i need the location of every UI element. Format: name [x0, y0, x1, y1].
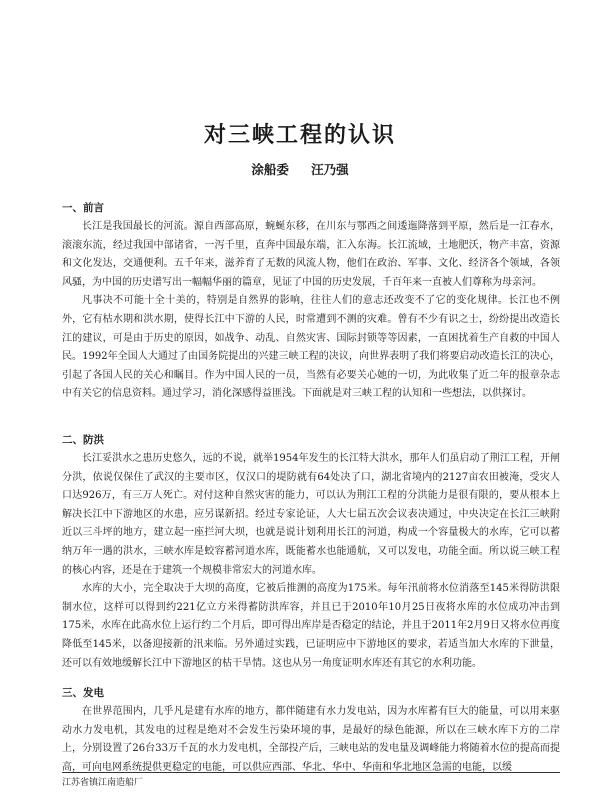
- section-power-generation: [62, 685, 560, 777]
- article-authors: 涂船委 汪乃强: [251, 162, 349, 177]
- paragraph: 长江是我国最长的河流。源自西部高原，蜿蜒东移，在川东与鄂西之间逶迤降落到平原，然后是一江春水，滚滚东流，经过我国中部诸省，一泻千里，直奔中国最东端，汇入东海。长江流域，土地肥沃，物产丰富，资源和文化发达，交通便利。五千年来，滋养育了无数的风流人物，他们在政治、军事、文化、经济各个领域，各领风骚，为中国的历史谱写出一幅幅华丽的篇章，见证了中国的历史发展，千百年来一直被人们尊称为母亲河。: [62, 221, 560, 288]
- section-flood-control: [62, 432, 560, 673]
- paragraph: 水库的大小，完全取决于大坝的高度，它被后推测的高度为175米。每年汛前将水位消落至145米得防洪限制水位，这样可以得到约221亿立方米得蓄防洪库容，并且已于2010年10月25日夜将水库的水位成功冲击到175米，水库在此高水位上运行约二个月后，即可得出库岸是否稳定的结论，并且于2011年2月9日又将水位再度降低至145米，以备迎接新的汛来临。另外通过实践，已证明应中下游地区的要求，若适当加大水库的下泄量，还可以有效地缓解长江中下游地区的枯干旱情。这也从另一角度证明水库还有其它的水利功能。: [62, 583, 560, 669]
- paragraph: 长江妥洪水之患历史悠久，远的不说，就举1954年发生的长江特大洪水，那年人们虽启动了荆江工程，开闸分洪，依说仅保住了武汉的主要市区，仅汉口的堤防就有64处决了口，湖北省境内的2127亩农田被淹，受灾人口达926万，有三万人死亡。对付这种自然灾害的能力，可以认为荆江工程的分洪能力是很有限的，要从根本上解决长江中下游地区的水患，应另谋新招。经过专家论证，人大七届五次会议表决通过，中央决定在长江三峡附近以三斗坪的地方，建立起一座拦河大坝，也就是说计划利用长江的河道，构成一个容量极大的水库，它可以蓄纳万年一遇的洪水，三峡水库是蛟容蓄河道水库，既能蓄水也能通航，又可以发电，功能全面。所以说三峡工程的核心内容，还是在于建筑一个规模非常宏大的河道水库。: [62, 453, 560, 576]
- paragraph: 在世界范围内，几乎凡是建有水库的地方，都伴随建有水力发电站，因为水库蓄有巨大的能量，可以用来驱动水力发电机，其发电的过程是绝对不会发生污染环境的事，是最好的绿色能源，所以在三峡水库下方的二岸上，分别设置了26台33万千瓦的水力发电机，全部投产后，三峡电站的发电量及调峰能力将随着水位的提高而提高，可向电网系统提供更稳定的电能，可以供应西部、华北、华中、华南和华北地区急需的电能，以缓: [62, 706, 560, 773]
- section-intro: [62, 200, 560, 404]
- author-affiliation: 江苏省镇江南造船厂: [62, 778, 144, 788]
- section-heading: 三、发电: [62, 687, 104, 699]
- footer-divider: [62, 772, 560, 773]
- section-heading: 二、防洪: [62, 434, 104, 446]
- paragraph: 凡事决不可能十全十美的，特别是自然界的影响，往往人们的意志还改变不了它的变化规律。长江也不例外，它有枯水期和洪水期，使得长江中下游的人民，时常遭到不测的灾难。曾有不少有识之士，纷纷提出改造长江的建议，可是由于历史的原因，如战争、动乱、自然灾害、国际封锁等等因素，一直困扰着生产自救的中国人民。1992年全国人大通过了由国务院提出的兴建三峡工程的决议，向世界表明了我们将要启动改造长江的决心，引起了各国人民的关心和瞩目。作为中国人民的一员，当然有必要关心她的一切，为此收集了近二年的报章杂志中有关它的信息资料。通过学习，消化深感得益匪浅。下面就是对三峡工程的认知和一些想法，以供探讨。: [62, 295, 560, 400]
- article-title: 对三峡工程的认识: [203, 122, 396, 148]
- section-heading: 一、前言: [62, 202, 104, 214]
